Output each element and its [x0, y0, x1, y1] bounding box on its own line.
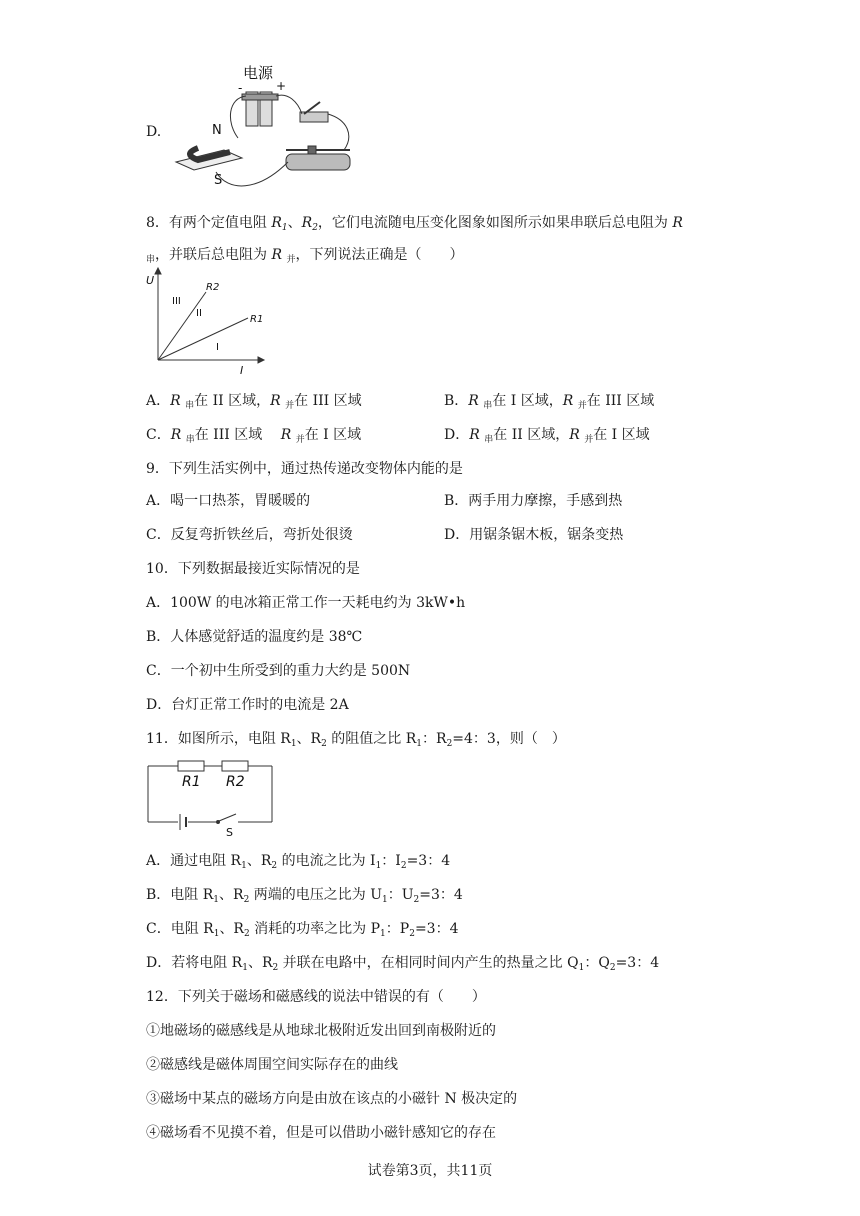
region-1-label: I	[216, 342, 219, 353]
rheostat-icon	[286, 146, 350, 170]
q11-r2-label: R2	[226, 774, 245, 790]
q8-u-i-graph	[140, 268, 270, 376]
r2-label: R2	[206, 282, 220, 293]
q7-minus-sign: -	[238, 81, 243, 95]
q8-option-d: D．R $_串$在 II 区域，R $_并$在 I 区域	[444, 427, 650, 445]
q7-south-label: S	[214, 173, 223, 188]
u-axis-label: U	[146, 274, 155, 287]
q9-option-b: B．两手用力摩擦，手感到热	[444, 493, 623, 509]
q7-wires	[216, 95, 349, 186]
region-2-label: II	[196, 308, 202, 319]
q12-statement-2: ②磁感线是磁体周围空间实际存在的曲线	[146, 1057, 398, 1073]
q9-option-d: D．用锯条锯木板，锯条变热	[444, 527, 624, 543]
r1-label: R1	[250, 314, 264, 325]
q10-stem: 10．下列数据最接近实际情况的是	[146, 561, 360, 577]
q8-option-c: C．R $_串$在 III 区域 R $_并$在 I 区域	[146, 427, 362, 445]
battery-icon	[180, 814, 186, 830]
knife-switch-icon	[300, 102, 328, 122]
q12-statement-3: ③磁场中某点的磁场方向是由放在该点的小磁针 N 极决定的	[146, 1091, 518, 1107]
q11-r1-label: R1	[182, 774, 201, 790]
q9-option-a: A．喝一口热茶，胃暖暖的	[146, 493, 311, 509]
q11-option-b: B．电阻 $R_1$、$R_2$ 两端的电压之比为 $U_1$：$U_2=3$：4	[146, 887, 463, 905]
q10-option-b: B．人体感觉舒适的温度约是 38℃	[146, 629, 363, 645]
battery-icon	[242, 92, 278, 126]
q10-option-c: C．一个初中生所受到的重力大约是 500N	[146, 663, 411, 679]
q8-stem-line2: $_串$，并联后总电阻为 R $_并$，下列说法正确是（ ）	[146, 247, 464, 265]
q9-stem: 9．下列生活实例中，通过热传递改变物体内能的是	[146, 461, 463, 477]
r1-line	[158, 318, 248, 360]
q8-option-b: B．R $_串$在 I 区域，R $_并$在 III 区域	[444, 393, 655, 411]
q11-option-a: A．通过电阻 $R_1$、$R_2$ 的电流之比为 $I_1$：$I_2=3$：4	[146, 853, 451, 871]
q8-stem-line1: 8．有两个定值电阻 $R_1$、$R_2$，它们电流随电压变化图象如图所示如果串联后总电阻为 R	[146, 215, 683, 233]
q11-series-circuit-figure	[142, 756, 278, 839]
q7-plus-sign: +	[276, 79, 287, 93]
i-axis-label: I	[240, 364, 244, 377]
page-footer: 试卷第3页，共11页	[367, 1163, 493, 1179]
resistor-r2-icon	[222, 761, 248, 771]
q11-option-d: D．若将电阻 $R_1$、$R_2$ 并联在电路中，在相同时间内产生的热量之比 $Q_1$：$Q_2=3$：4	[146, 955, 660, 973]
q7-option-d-label: D.	[146, 124, 162, 140]
q12-statement-4: ④磁场看不见摸不着，但是可以借助小磁针感知它的存在	[146, 1125, 496, 1141]
switch-icon	[219, 814, 236, 821]
q9-option-c: C．反复弯折铁丝后，弯折处很烫	[146, 527, 353, 543]
q7-electromagnet-circuit-figure	[168, 62, 368, 198]
q12-statement-1: ①地磁场的磁感线是从地球北极附近发出回到南极附近的	[146, 1023, 496, 1039]
q10-option-d: D．台灯正常工作时的电流是 2A	[146, 697, 349, 713]
q10-option-a: A．100W 的电冰箱正常工作一天耗电约为 3kW•h	[146, 595, 466, 611]
q8-option-a: A．R $_串$在 II 区域，R $_并$在 III 区域	[146, 393, 362, 411]
q7-north-label: N	[212, 123, 222, 138]
resistor-r1-icon	[178, 761, 204, 771]
q7-power-label: 电源	[243, 64, 274, 82]
q11-option-c: C．电阻 $R_1$、$R_2$ 消耗的功率之比为 $P_1$：$P_2=3$：4	[146, 921, 459, 939]
q11-stem: 11．如图所示，电阻 $R_1$、$R_2$ 的阻值之比 $R_1$：$R_2=4$：3，则（ ）	[146, 731, 566, 749]
horseshoe-magnet-icon	[176, 148, 242, 170]
r2-line	[158, 292, 206, 360]
region-3-label: III	[172, 296, 181, 307]
q12-stem: 12．下列关于磁场和磁感线的说法中错误的有（ ）	[146, 989, 486, 1005]
q11-switch-label: S	[226, 826, 233, 839]
